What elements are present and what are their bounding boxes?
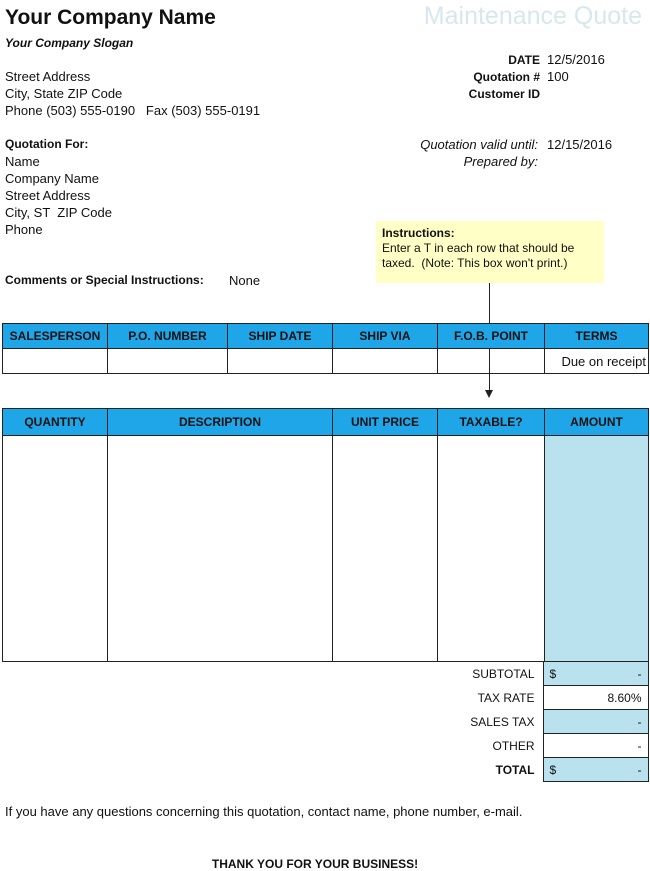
valid-until-value: 12/15/2016 [547,137,613,152]
terms-cell[interactable]: Due on receipt [545,349,649,374]
instructions-note [376,221,604,283]
header-unit-price: UNIT PRICE [333,409,438,436]
quantity-column[interactable] [3,436,108,662]
other-row [437,734,648,758]
header-ship-date: SHIP DATE [228,324,333,349]
items-body-row [3,436,649,662]
thank-you-message: THANK YOU FOR YOUR BUSINESS! [211,857,419,871]
shipping-data-row [3,349,649,374]
header-ship-via: SHIP VIA [333,324,438,349]
header-taxable: TAXABLE? [438,409,545,436]
salesperson-cell[interactable] [3,349,108,374]
shipping-header-row [3,324,649,349]
fob-point-cell[interactable] [438,349,545,374]
total-row [437,758,648,782]
sales-tax-value: - [543,710,648,734]
sales-tax-label: SALES TAX [470,714,535,729]
tax-rate-value[interactable]: 8.60% [543,686,648,710]
quotation-for-company: Company Name [5,171,99,186]
other-label: OTHER [492,738,535,753]
questions-note: If you have any questions concerning this quotation, contact name, phone number, e-mail. [5,804,523,819]
valid-until-label: Quotation valid until: [420,137,538,152]
arrow-down-icon [485,390,493,398]
amount-column [545,436,649,662]
company-phone-fax: Phone (503) 555-0190 Fax (503) 555-0191 [5,103,261,118]
quotation-number-value: 100 [547,69,569,84]
shipping-table [2,323,649,374]
instructions-title: Instructions: [382,226,455,240]
company-street: Street Address [5,69,91,84]
unit-price-column[interactable] [333,436,438,662]
date-label: DATE [508,53,540,67]
po-number-cell[interactable] [108,349,228,374]
total-label: TOTAL [495,762,535,777]
tax-rate-label: TAX RATE [477,690,535,705]
header-description: DESCRIPTION [108,409,333,436]
company-slogan: Your Company Slogan [5,36,134,50]
comments-label: Comments or Special Instructions: [5,273,204,287]
description-column[interactable] [108,436,333,662]
date-value: 12/5/2016 [547,52,605,67]
document-title: Maintenance Quote [423,2,642,30]
subtotal-label: SUBTOTAL [472,666,535,681]
ship-date-cell[interactable] [228,349,333,374]
other-value[interactable]: - [543,734,648,758]
subtotal-row [437,662,648,686]
prepared-by-label: Prepared by: [463,154,538,169]
subtotal-value: $ - [543,662,648,686]
instructions-line-2: taxed. (Note: This box won't print.) [382,256,568,270]
customer-id-label: Customer ID [468,87,540,101]
items-header-row [3,409,649,436]
quotation-for-heading: Quotation For: [5,137,89,151]
totals-table [437,661,649,782]
total-value: $ - [543,758,648,782]
tax-rate-row [437,686,648,710]
header-po-number: P.O. NUMBER [108,324,228,349]
company-city: City, State ZIP Code [5,86,123,101]
taxable-column[interactable] [438,436,545,662]
instructions-line-1: Enter a T in each row that should be [382,241,575,255]
header-amount: AMOUNT [545,409,649,436]
quotation-number-label: Quotation # [473,70,540,84]
quotation-for-street: Street Address [5,188,91,203]
header-salesperson: SALESPERSON [3,324,108,349]
quotation-for-phone: Phone [5,222,43,237]
quotation-for-city: City, ST ZIP Code [5,205,112,220]
header-fob-point: F.O.B. POINT [438,324,545,349]
header-quantity: QUANTITY [3,409,108,436]
ship-via-cell[interactable] [333,349,438,374]
company-name: Your Company Name [5,6,216,29]
items-table [2,408,649,662]
header-terms: TERMS [545,324,649,349]
quotation-for-name: Name [5,154,40,169]
comments-value: None [229,273,261,288]
sales-tax-row [437,710,648,734]
